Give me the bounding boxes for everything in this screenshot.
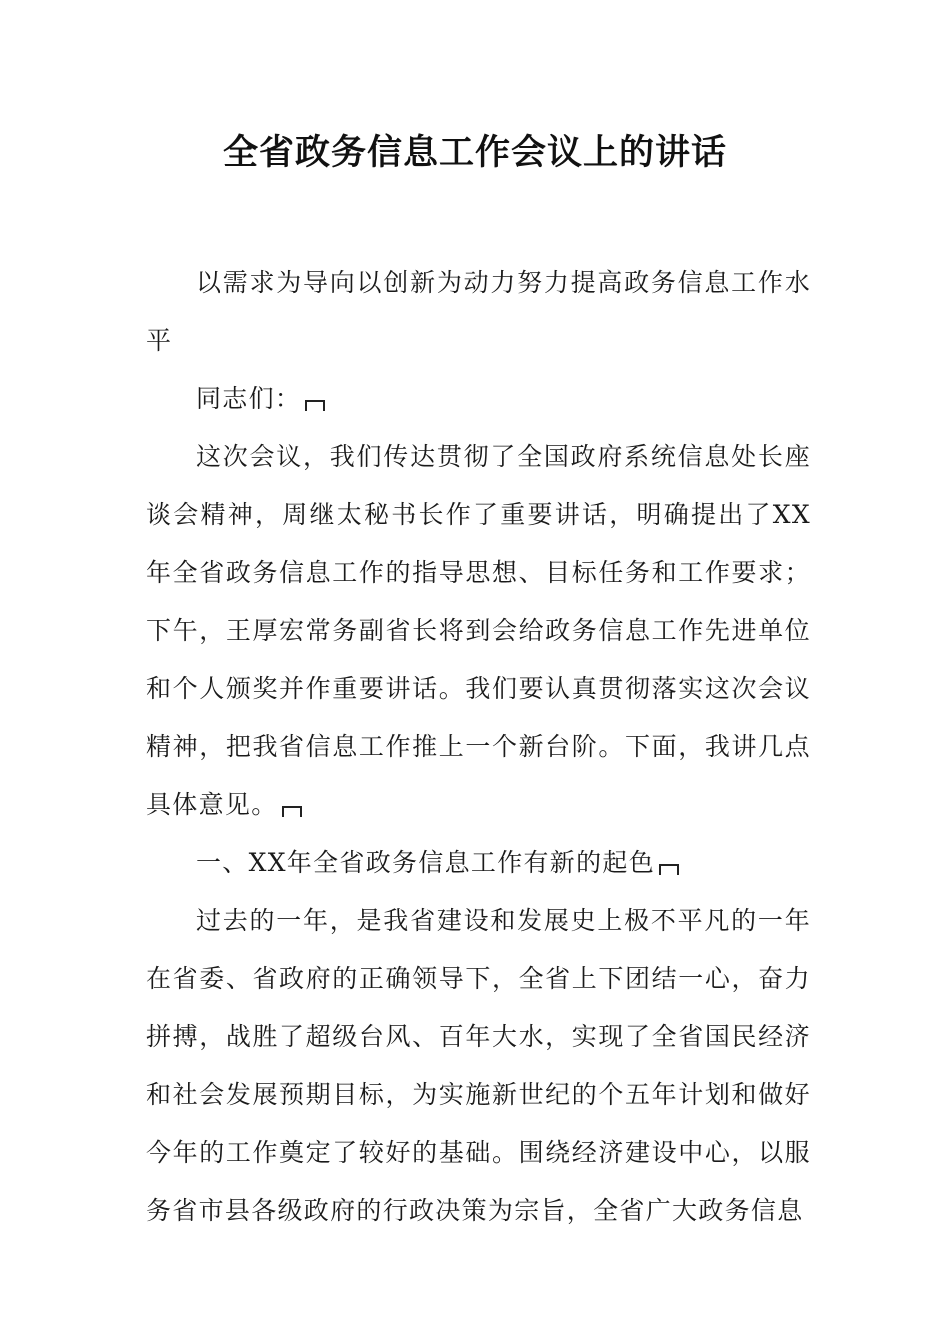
paragraph-text: 这次会议，我们传达贯彻了全国政府系统信息处长座谈会精神，周继太秘书长作了重要讲话，明确提出了XX年全省政务信息工作的指导思想、目标任务和工作要求；下午，王厚宏常务副省长将到会给政务信息工作先进单位和个人颁奖并作重要讲话。我们要认真贯彻落实这次会议精神，把我省信息工作推上一个新台阶。下面，我讲几点具体意见。 (146, 442, 811, 819)
body-paragraph (146, 428, 811, 834)
document-title: 全省政务信息工作会议上的讲话 (222, 133, 727, 173)
paragraph-mark-icon (305, 400, 325, 411)
paragraph-text: 同志们： (196, 384, 302, 413)
section-heading (146, 834, 811, 892)
paragraph-text: 一、XX年全省政务信息工作有新的起色 (196, 848, 655, 877)
document-body (146, 254, 811, 1240)
salutation-paragraph (146, 370, 811, 428)
paragraph-text: 过去的一年，是我省建设和发展史上极不平凡的一年在省委、省政府的正确领导下，全省上下团结一心，奋力拼搏，战胜了超级台风、百年大水，实现了全省国民经济和社会发展预期目标，为实施新世纪的个五年计划和做好今年的工作奠定了较好的基础。围绕经济建设中心，以服务省市县各级政府的行政决策为宗旨，全省广大政务信息 (146, 906, 811, 1225)
subtitle-paragraph (146, 254, 811, 370)
paragraph-mark-icon (659, 864, 679, 875)
body-paragraph (146, 892, 811, 1240)
paragraph-text: 以需求为导向以创新为动力努力提高政务信息工作水平 (146, 268, 811, 355)
paragraph-mark-icon (282, 806, 302, 817)
